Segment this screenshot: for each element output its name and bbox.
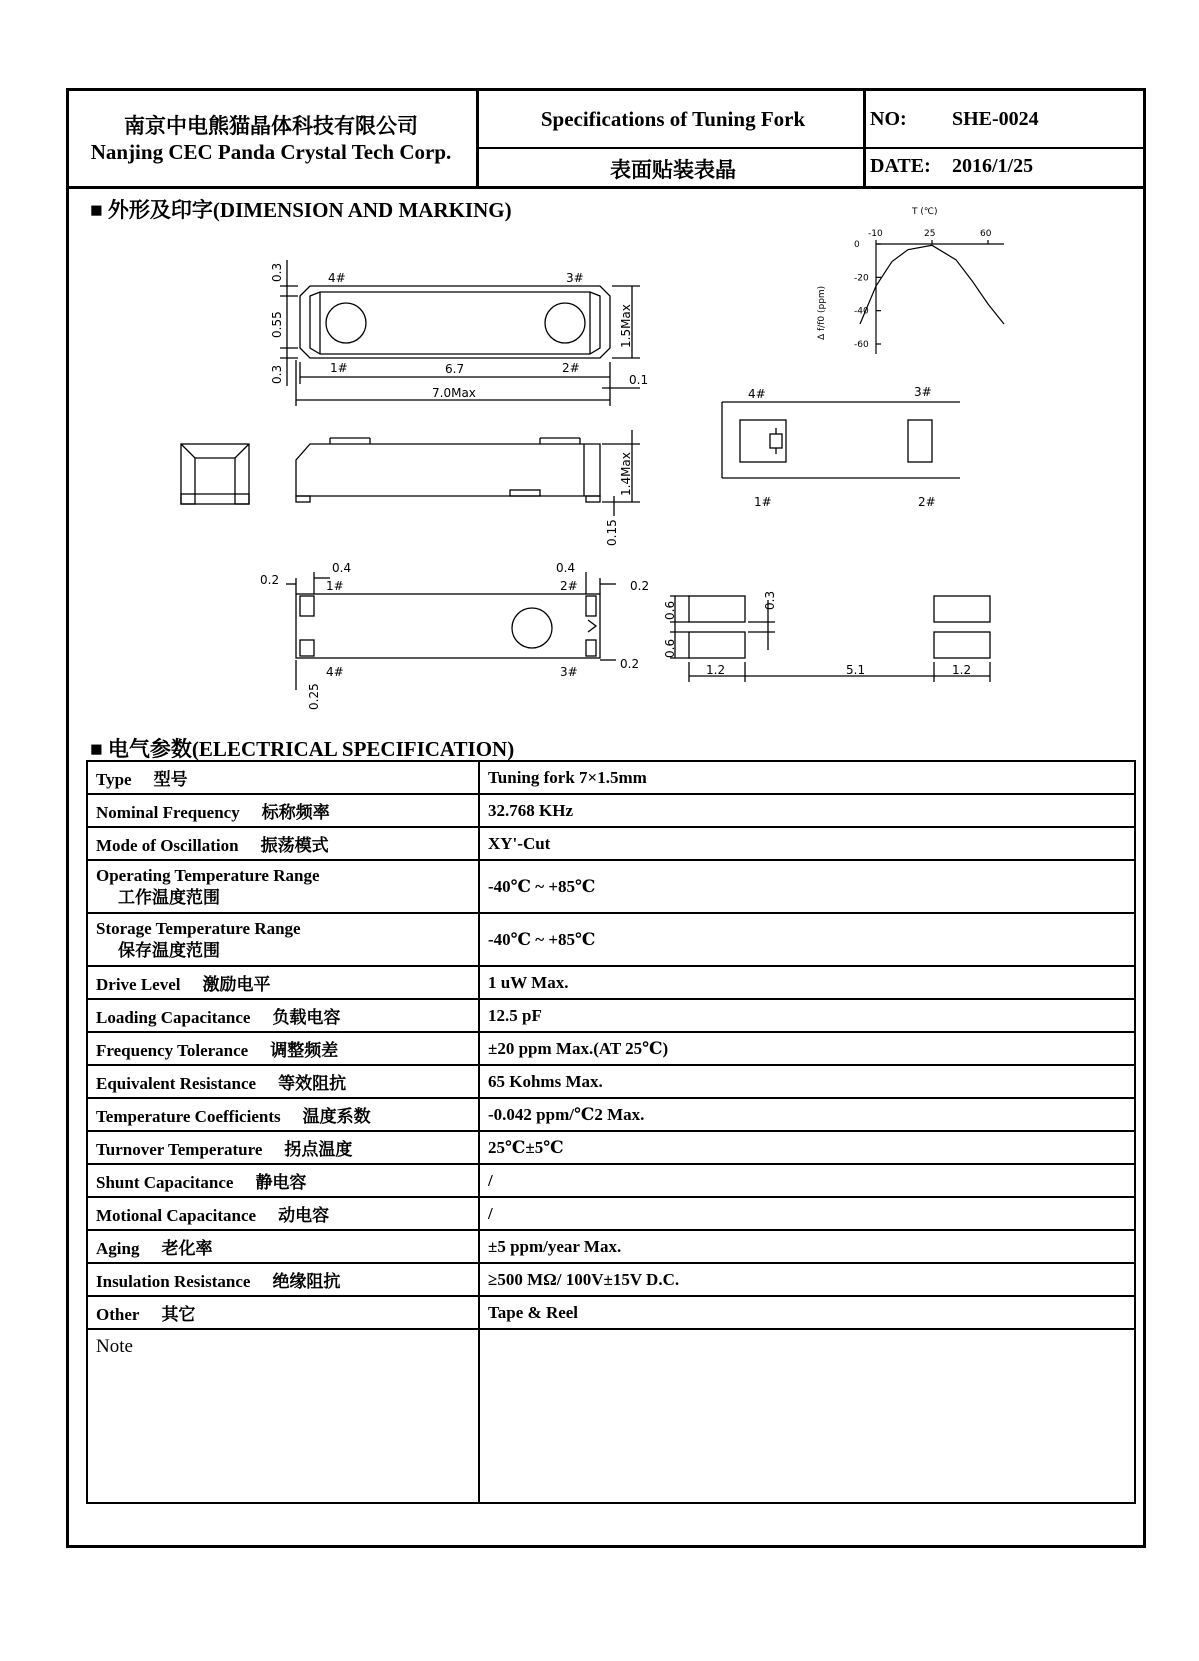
spec-parameter — [87, 860, 479, 913]
dim-7-0-max: 7.0Max — [432, 386, 476, 400]
spec-parameter-en: Nominal Frequency — [96, 803, 240, 822]
chart-x-tick-label: 25 — [924, 229, 936, 239]
spec-row — [87, 1296, 1135, 1329]
spec-value: / — [479, 1197, 1135, 1230]
dim-0-15: 0.15 — [605, 519, 619, 546]
spec-row — [87, 1098, 1135, 1131]
chart-y-tick-label: -60 — [854, 340, 869, 350]
dim-0-6-bottom: 0.6 — [663, 638, 677, 658]
spec-row — [87, 999, 1135, 1032]
dim-6-7: 6.7 — [445, 362, 465, 376]
schematic-pin-3: 3# — [914, 385, 932, 399]
spec-parameter-en: Shunt Capacitance — [96, 1173, 234, 1192]
dim-0-1: 0.1 — [629, 373, 649, 387]
chart-y-tick-label: 0 — [854, 240, 860, 250]
top-view-hole-right — [545, 303, 585, 343]
spec-row — [87, 827, 1135, 860]
doc-number-label: NO: — [870, 108, 907, 130]
note-label: Note — [87, 1329, 479, 1503]
spec-parameter — [87, 1098, 479, 1131]
spec-row — [87, 1164, 1135, 1197]
spec-parameter-en: Equivalent Resistance — [96, 1074, 257, 1093]
spec-parameter-cn: 其它 — [161, 1305, 196, 1324]
pad-3 — [934, 596, 990, 622]
side-view-outline — [296, 444, 600, 496]
spec-parameter — [87, 1296, 479, 1329]
spec-parameter-en: Storage Temperature Range — [96, 918, 301, 938]
spec-parameter-en: Temperature Coefficients — [96, 1107, 281, 1126]
date-label: DATE: — [870, 155, 931, 177]
spec-parameter-cn: 绝缘阻抗 — [272, 1272, 341, 1291]
spec-parameter-cn: 动电容 — [278, 1206, 330, 1225]
dim-0-3-pad: 0.3 — [763, 590, 777, 610]
spec-parameter — [87, 1131, 479, 1164]
spec-parameter-cn: 负载电容 — [272, 1008, 341, 1027]
bottom-pin-4: 4# — [326, 665, 344, 679]
dim-0-2-bottom-right: 0.2 — [620, 657, 640, 671]
spec-value: 1 uW Max. — [479, 966, 1135, 999]
pin-label-2: 2# — [562, 361, 580, 375]
spec-parameter-cn: 标称频率 — [261, 803, 330, 822]
spec-parameter — [87, 999, 479, 1032]
spec-parameter-cn: 等效阻抗 — [278, 1074, 347, 1093]
dim-0-2-left: 0.2 — [260, 573, 280, 587]
spec-parameter — [87, 913, 479, 966]
spec-parameter — [87, 1032, 479, 1065]
spec-row — [87, 913, 1135, 966]
pad-2 — [689, 632, 745, 658]
dim-5-1: 5.1 — [846, 663, 866, 677]
chart-x-tick-label: -10 — [868, 229, 883, 239]
schematic-pin-4: 4# — [748, 387, 766, 401]
spec-value: 12.5 pF — [479, 999, 1135, 1032]
spec-parameter — [87, 761, 479, 794]
spec-parameter-en: Operating Temperature Range — [96, 865, 320, 885]
spec-parameter-en: Motional Capacitance — [96, 1206, 257, 1225]
spec-parameter-cn: 型号 — [153, 770, 188, 789]
spec-parameter-cn: 温度系数 — [302, 1107, 371, 1126]
spec-parameter-cn: 调整频差 — [270, 1041, 339, 1060]
spec-parameter-en: Turnover Temperature — [96, 1140, 263, 1159]
spec-parameter-en: Drive Level — [96, 975, 181, 994]
dim-1-5-max: 1.5Max — [619, 304, 633, 348]
bottom-view-hole — [512, 608, 552, 648]
spec-value: -40℃ ~ +85℃ — [479, 860, 1135, 913]
document-subtitle: 表面贴装表晶 — [610, 158, 736, 182]
spec-parameter — [87, 1164, 479, 1197]
doc-number-value: SHE-0024 — [952, 108, 1039, 130]
spec-parameter — [87, 1230, 479, 1263]
spec-row — [87, 966, 1135, 999]
spec-row — [87, 1065, 1135, 1098]
schematic-pad-right — [908, 420, 932, 462]
spec-parameter — [87, 794, 479, 827]
spec-value: Tuning fork 7×1.5mm — [479, 761, 1135, 794]
spec-value: -0.042 ppm/℃2 Max. — [479, 1098, 1135, 1131]
spec-parameter-cn: 保存温度范围 — [118, 940, 220, 960]
pad-4 — [934, 632, 990, 658]
date-value: 2016/1/25 — [952, 155, 1034, 177]
freq-temp-chart — [817, 207, 1004, 354]
chart-y-tick-label: -40 — [854, 306, 869, 317]
bottom-view-outline — [296, 594, 600, 658]
dim-0-55: 0.55 — [270, 311, 284, 338]
spec-parameter — [87, 827, 479, 860]
spec-parameter-cn: 拐点温度 — [284, 1140, 353, 1159]
spec-parameter-cn: 振荡模式 — [260, 836, 329, 855]
note-value — [479, 1329, 1135, 1503]
spec-parameter-cn: 老化率 — [161, 1239, 213, 1258]
dim-1-4-max: 1.4Max — [619, 452, 633, 496]
spec-parameter — [87, 1263, 479, 1296]
spec-parameter — [87, 966, 479, 999]
spec-value: 65 Kohms Max. — [479, 1065, 1135, 1098]
spec-parameter-en: Other — [96, 1305, 140, 1324]
schematic-pin-1: 1# — [754, 495, 772, 509]
dim-1-2-right: 1.2 — [952, 663, 972, 677]
top-view-hole-left — [326, 303, 366, 343]
chart-x-tick-label: 60 — [980, 229, 992, 239]
spec-parameter-en: Frequency Tolerance — [96, 1041, 249, 1060]
spec-parameter-en: Type — [96, 770, 132, 789]
spec-parameter-en: Aging — [96, 1239, 140, 1258]
chart-ylabel: Δ f/f0 (ppm) — [817, 285, 827, 340]
chart-title: T (℃) — [912, 207, 938, 217]
spec-row — [87, 1263, 1135, 1296]
spec-value: 32.768 KHz — [479, 794, 1135, 827]
spec-value: 25℃±5℃ — [479, 1131, 1135, 1164]
bottom-pin-3: 3# — [560, 665, 578, 679]
spec-parameter-en: Mode of Oscillation — [96, 836, 239, 855]
bottom-pin-1: 1# — [326, 579, 344, 593]
spec-value: Tape & Reel — [479, 1296, 1135, 1329]
spec-row — [87, 1197, 1135, 1230]
dim-0-6-top: 0.6 — [663, 600, 677, 620]
dimension-drawings — [0, 0, 1199, 740]
company-name-cn: 南京中电熊猫晶体科技有限公司 — [124, 114, 418, 138]
spec-row — [87, 1230, 1135, 1263]
dim-0-3-bottom: 0.3 — [270, 364, 284, 384]
dim-1-2-left: 1.2 — [706, 663, 726, 677]
spec-parameter-cn: 工作温度范围 — [118, 887, 220, 907]
spec-parameter-en: Loading Capacitance — [96, 1008, 251, 1027]
spec-value: ±20 ppm Max.(AT 25℃) — [479, 1032, 1135, 1065]
chart-y-tick-label: -20 — [854, 273, 869, 284]
spec-row — [87, 1032, 1135, 1065]
spec-row — [87, 761, 1135, 794]
pin-label-3: 3# — [566, 271, 584, 285]
chart-curve-line — [860, 245, 1004, 324]
spec-value: -40℃ ~ +85℃ — [479, 913, 1135, 966]
spec-value: ≥500 MΩ/ 100V±15V D.C. — [479, 1263, 1135, 1296]
end-view-outline — [181, 444, 249, 504]
spec-row — [87, 1131, 1135, 1164]
spec-row — [87, 860, 1135, 913]
spec-parameter-cn: 激励电平 — [202, 975, 271, 994]
note-row — [87, 1329, 1135, 1503]
dim-0-4-left: 0.4 — [332, 561, 352, 575]
bottom-pin-2: 2# — [560, 579, 578, 593]
spec-value: XY'-Cut — [479, 827, 1135, 860]
pin-label-4: 4# — [328, 271, 346, 285]
schematic-pad-left — [740, 420, 786, 462]
spec-row — [87, 794, 1135, 827]
spec-parameter — [87, 1197, 479, 1230]
dim-0-25: 0.25 — [307, 683, 321, 710]
spec-value: ±5 ppm/year Max. — [479, 1230, 1135, 1263]
electrical-spec-table — [86, 760, 1136, 1504]
document-title: Specifications of Tuning Fork — [540, 107, 806, 131]
top-view-outline — [300, 286, 610, 358]
schematic-pin-2: 2# — [918, 495, 936, 509]
dim-0-3-top: 0.3 — [270, 262, 284, 282]
company-name-en: Nanjing CEC Panda Crystal Tech Corp. — [90, 140, 452, 164]
pin-label-1: 1# — [330, 361, 348, 375]
spec-parameter-cn: 静电容 — [255, 1173, 307, 1192]
spec-value: / — [479, 1164, 1135, 1197]
dim-0-4-right: 0.4 — [556, 561, 576, 575]
section-electrical-title: ■ 电气参数(ELECTRICAL SPECIFICATION) — [90, 737, 515, 761]
spec-parameter — [87, 1065, 479, 1098]
spec-parameter-en: Insulation Resistance — [96, 1272, 251, 1291]
section-dimension-title: ■ 外形及印字(DIMENSION AND MARKING) — [90, 198, 512, 222]
dim-0-2-right: 0.2 — [630, 579, 650, 593]
pad-1 — [689, 596, 745, 622]
